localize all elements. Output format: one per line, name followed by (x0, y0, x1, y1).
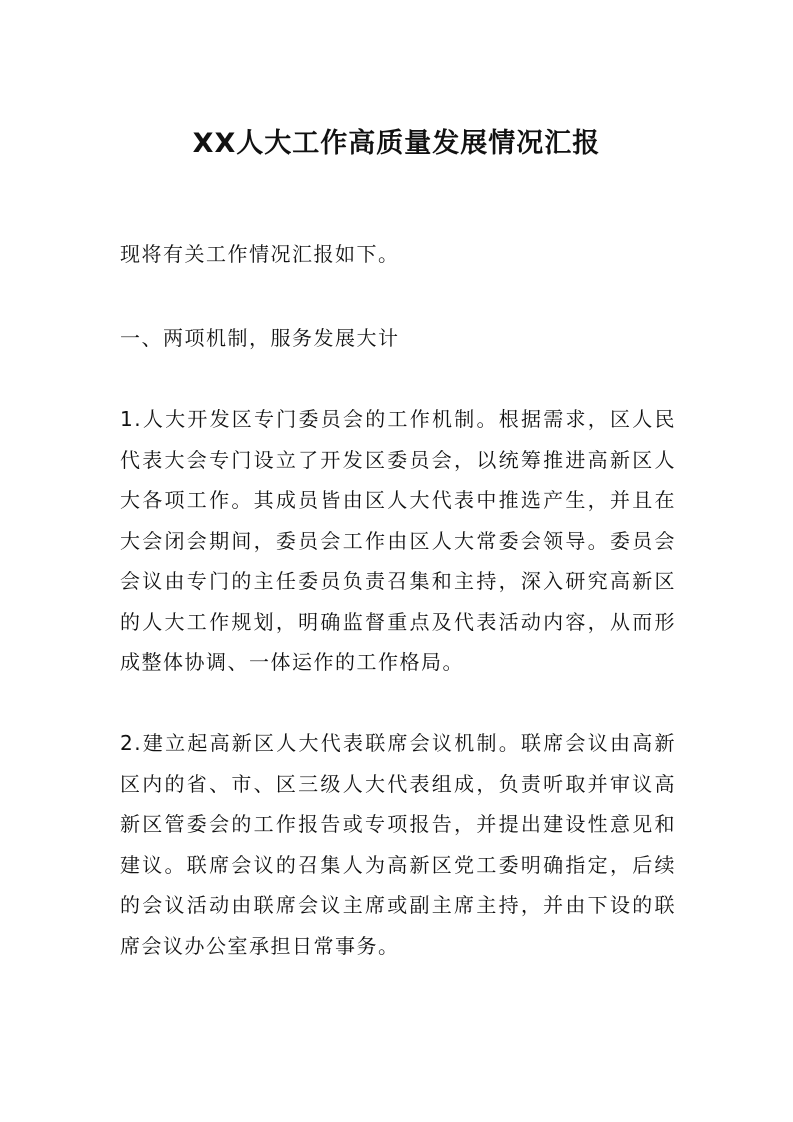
intro-paragraph: 现将有关工作情况汇报如下。 (120, 242, 400, 266)
paragraph-2: 2.建立起高新区人大代表联席会议机制。联席会议由高新区内的省、市、区三级人大代表组成，负责听取并审议高新区管委会的工作报告或专项报告，并提出建设性意见和建议。联席会议的召集人为高新区党工委明确指定，后续的会议活动由联席会议主席或副主席主持，并由下设的联席会议办公室承担日常事务。 (120, 731, 676, 958)
document-title: XX人大工作高质量发展情况汇报 (192, 128, 601, 159)
section-heading: 一、两项机制，服务发展大计 (120, 326, 400, 350)
paragraph-1: 1.人大开发区专门委员会的工作机制。根据需求，区人民代表大会专门设立了开发区委员会，以统筹推进高新区人大各项工作。其成员皆由区人大代表中推选产生，并且在大会闭会期间，委员会工作由区人大常委会领导。委员会会议由专门的主任委员负责召集和主持，深入研究高新区的人大工作规划，明确监督重点及代表活动内容，从而形成整体协调、一体运作的工作格局。 (120, 407, 676, 674)
